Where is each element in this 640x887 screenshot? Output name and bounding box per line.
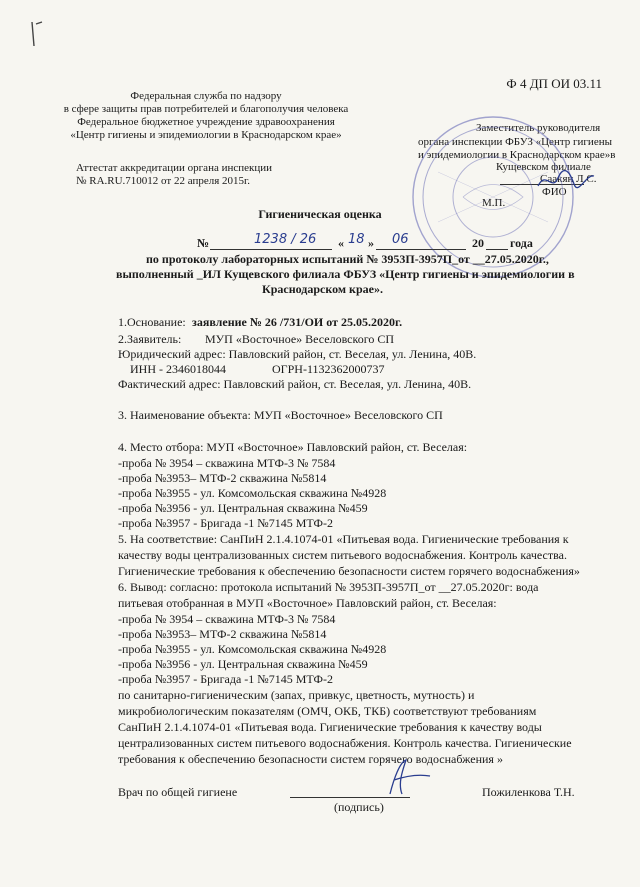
year-prefix: 20 (472, 236, 484, 250)
inn: ИНН - 2346018044 (130, 362, 226, 376)
sample-item-5: -проба №3957 - Бригада -1 №7145 МТФ-2 (118, 516, 333, 530)
number-prefix: № (197, 236, 210, 250)
org-header-line-2: в сфере защиты прав потребителей и благополучия человека (63, 103, 349, 115)
conclusion-intro-2: питьевая отобранная в МУП «Восточное» Павловский район, ст. Веселая: (118, 596, 497, 610)
accreditation-line-2: № RA.RU.710012 от 22 апреля 2015г. (76, 175, 251, 187)
protocol-line-3: Краснодарском крае». (262, 282, 383, 296)
year-suffix: года (510, 236, 533, 250)
handwritten-day: 18 (348, 232, 365, 247)
month-underline (376, 249, 466, 250)
ogrn: ОГРН-1132362000737 (272, 362, 385, 376)
compliance-line-2: качеству воды централизованных систем питьевого водоснабжения. Контроль качества. (118, 548, 567, 562)
sample-item-2: -проба №3953– МТФ-2 скважина №5814 (118, 471, 327, 485)
sample-list-2 (118, 612, 386, 687)
conclusion-intro-1: 6. Вывод: согласно: протокола испытаний № 3953П-3957П_от __27.05.2020г: вода (118, 580, 539, 594)
conclusion-body-3: СанПиН 2.1.4.1074-01 «Питьевая вода. Гигиенические требования к качеству воды (118, 720, 542, 734)
date-close-quote: » (368, 236, 374, 250)
handwritten-number: 1238 / 26 (254, 232, 317, 247)
date-open-quote: « (338, 236, 344, 250)
sample-list (118, 456, 386, 531)
basis-value: заявление № 26 /731/ОИ от 25.05.2020г. (192, 315, 403, 329)
document-title: Гигиеническая оценка (258, 207, 382, 221)
sample-item-1: -проба № 3954 – скважина МТФ-3 № 7584 (118, 456, 336, 470)
sample2-item-5: -проба №3957 - Бригада -1 №7145 МТФ-2 (118, 672, 333, 686)
sample2-item-2: -проба №3953– МТФ-2 скважина №5814 (118, 627, 327, 641)
sample-item-4: -проба №3956 - ул. Центральная скважина №459 (118, 501, 368, 515)
applicant-label: 2.Заявитель: (118, 332, 182, 346)
approval-line-3: и эпидемиологии в Краснодарском крае»в (418, 149, 616, 161)
basis-label: 1.Основание: (118, 315, 186, 329)
doctor-signature-icon (372, 758, 432, 798)
org-header (60, 90, 352, 142)
compliance-line-1: 5. На соответствие: СанПиН 2.1.4.1074-01 «Питьевая вода. Гигиенические требования к (118, 532, 569, 546)
signature-caption: (подпись) (334, 800, 384, 814)
doctor-label: Врач по общей гигиене (118, 785, 238, 799)
accreditation-line-1: Аттестат аккредитации органа инспекции (76, 162, 273, 174)
approval-title: Заместитель руководителя (476, 122, 601, 134)
org-header-line-4: «Центр гигиены и эпидемиологии в Краснодарском крае» (70, 129, 342, 141)
legal-address: Юридический адрес: Павловский район, ст. Веселая, ул. Ленина, 40В. (118, 347, 477, 361)
approval-fio-label: ФИО (542, 186, 567, 198)
conclusion-body-2: микробиологическим показателям (ОМЧ, ОКБ, ТКБ) соответствуют требованиям (118, 704, 537, 718)
org-header-line-1: Федеральная служба по надзору (130, 90, 282, 102)
sampling-place: 4. Место отбора: МУП «Восточное» Павловский район, ст. Веселая: (118, 440, 468, 454)
protocol-line-1: по протоколу лабораторных испытаний № 3953П-3957П_от __27.05.2020г., (146, 252, 549, 266)
org-header-line-3: Федеральное бюджетное учреждение здравоохранения (77, 116, 335, 128)
approval-branch: Кущевском филиале (496, 161, 591, 173)
compliance-line-3: Гигиенические требования к обеспечению безопасности систем горячего водоснабжения» (118, 564, 580, 578)
actual-address: Фактический адрес: Павловский район, ст. Веселая, ул. Ленина, 40В. (118, 377, 472, 391)
handwritten-month: 06 (392, 232, 409, 247)
object-name: 3. Наименование объекта: МУП «Восточное» Веселовского СП (118, 408, 443, 422)
approval-line-2: органа инспекции ФБУЗ «Центр гигиены (418, 136, 612, 148)
approval-mp-label: М.П. (482, 197, 506, 209)
sample2-item-4: -проба №3956 - ул. Центральная скважина №459 (118, 657, 368, 671)
approval-signature-icon (536, 168, 596, 194)
conclusion-body-5: требования к обеспечению безопасности систем горячего водоснабжения » (118, 752, 503, 766)
conclusion-body-1: по санитарно-гигиеническим (запах, привкус, цветность, мутность) и (118, 688, 475, 702)
conclusion-body-4: централизованных систем питьевого водоснабжения. Контроль качества. Гигиенические (118, 736, 572, 750)
applicant-value: МУП «Восточное» Веселовского СП (205, 332, 395, 346)
sample-item-3: -проба №3955 - ул. Комсомольская скважина №4928 (118, 486, 387, 500)
number-underline (210, 249, 332, 250)
corner-mark (28, 20, 46, 50)
protocol-line-2: выполненный _ИЛ Кущевского филиала ФБУЗ «Центр гигиены и эпидемиологии в (116, 267, 575, 281)
year-underline (486, 249, 508, 250)
accreditation (76, 162, 272, 188)
doctor-name: Пожиленкова Т.Н. (482, 785, 575, 799)
sample2-item-1: -проба № 3954 – скважина МТФ-3 № 7584 (118, 612, 336, 626)
approval-name: Саакян Л.С. (540, 173, 597, 185)
sample2-item-3: -проба №3955 - ул. Комсомольская скважина №4928 (118, 642, 387, 656)
form-code: Ф 4 ДП ОИ 03.11 (506, 76, 602, 91)
